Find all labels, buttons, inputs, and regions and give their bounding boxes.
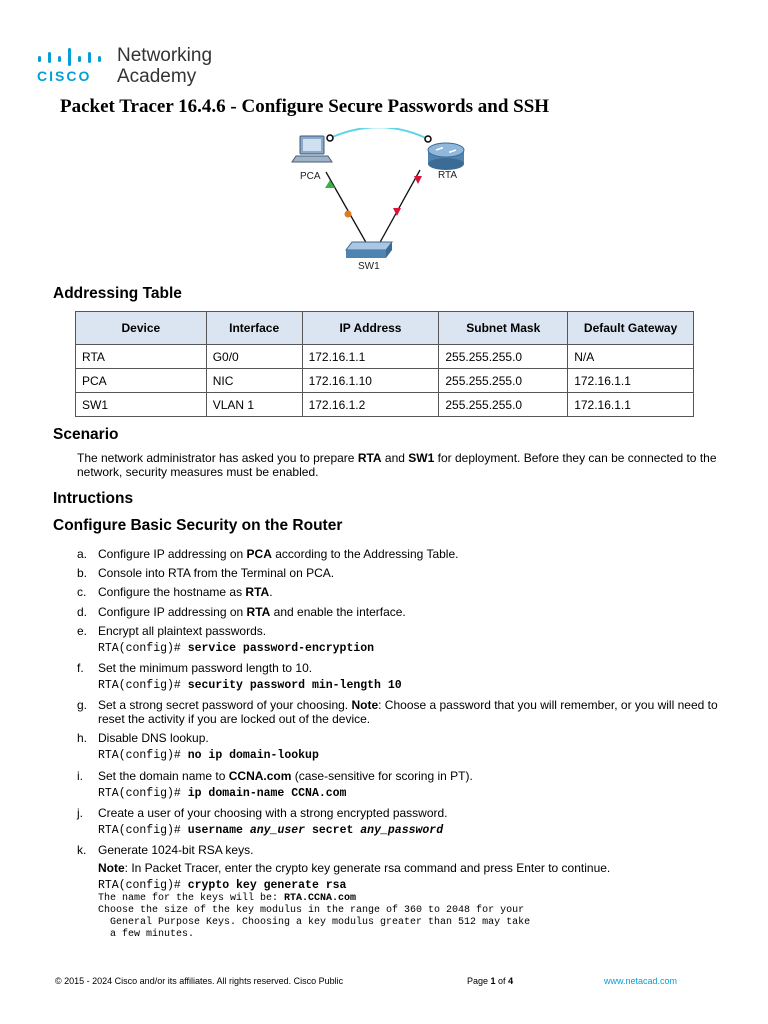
- page-title: Packet Tracer 16.4.6 - Configure Secure Passwords and SSH: [60, 96, 550, 117]
- brand-academy: Academy: [117, 66, 197, 87]
- step-b: [77, 566, 727, 580]
- switch-icon: [346, 242, 392, 258]
- col-header: Default Gateway: [568, 312, 694, 345]
- step-text: according to the Addressing Table.: [271, 547, 459, 561]
- cli-command: [98, 878, 727, 893]
- console-port-pca: [327, 135, 333, 141]
- cli-cmd: service password-encryption: [187, 641, 375, 655]
- table-cell: 172.16.1.1: [568, 369, 694, 393]
- console-port-rta: [425, 136, 431, 142]
- table-cell: 255.255.255.0: [439, 345, 568, 369]
- step-bold: RTA: [245, 585, 270, 600]
- topology-diagram: [290, 128, 470, 278]
- step-h: [77, 731, 727, 763]
- cli-prompt: RTA(config)#: [98, 678, 188, 692]
- rta-label: RTA: [438, 170, 458, 181]
- step-marker: b.: [77, 566, 88, 581]
- router-icon: [428, 143, 464, 170]
- page-prefix: Page: [467, 976, 491, 986]
- table-row: [76, 369, 694, 393]
- table-row: [76, 345, 694, 369]
- table-cell: SW1: [76, 393, 207, 417]
- table-cell: G0/0: [206, 345, 302, 369]
- scenario-text-part: The network administrator has asked you to prepare: [77, 451, 358, 465]
- table-cell: 255.255.255.0: [439, 369, 568, 393]
- link-down-red-icon-2: [393, 208, 401, 216]
- cli-cmd: secret: [305, 823, 361, 837]
- table-cell: 172.16.1.1: [302, 345, 439, 369]
- table-cell: PCA: [76, 369, 207, 393]
- step-text: Configure the hostname as: [98, 585, 246, 600]
- cisco-networking-academy-logo: [37, 44, 227, 90]
- scenario-sw1: SW1: [408, 451, 435, 465]
- step-text: Generate 1024-bit RSA keys.: [98, 842, 254, 857]
- step-f: [77, 661, 727, 693]
- page-total: 4: [508, 976, 514, 986]
- topology-svg: [290, 128, 470, 278]
- table-row: [76, 393, 694, 417]
- step-text: Create a user of your choosing with a strong encrypted password.: [98, 805, 448, 820]
- instructions-heading: Intructions: [53, 490, 134, 507]
- step-marker: k.: [77, 842, 87, 857]
- col-header: Device: [76, 312, 207, 345]
- step-text: and enable the interface.: [270, 604, 406, 619]
- cli-prompt: RTA(config)#: [98, 786, 188, 800]
- step-text: Configure IP addressing on: [98, 604, 247, 619]
- table-cell: 172.16.1.2: [302, 393, 439, 417]
- step-text: : Choose a password that you will remember, or you will need to reset the activity if you are locked out of the device.: [98, 698, 718, 727]
- cli-command: [98, 823, 727, 838]
- cli-output-line: The name for the keys will be:: [98, 892, 285, 904]
- table-cell: 172.16.1.1: [568, 393, 694, 417]
- col-header: Subnet Mask: [439, 312, 568, 345]
- step-text: Configure IP addressing on: [98, 547, 247, 561]
- cli-prompt: RTA(config)#: [98, 878, 188, 892]
- scenario-text-part: for deployment. Before they can be connected to the network, security measures must be enabled.: [77, 451, 717, 479]
- col-header: IP Address: [302, 312, 439, 345]
- step-marker: h.: [77, 731, 88, 746]
- step-marker: f.: [77, 660, 84, 675]
- step-text: Console into RTA from the Terminal on PCA.: [98, 566, 335, 581]
- step-marker: c.: [77, 585, 87, 600]
- cli-output: [98, 893, 727, 941]
- page-number: [467, 976, 513, 986]
- pca-rta-console-cable: [330, 128, 428, 139]
- netacad-link[interactable]: www.netacad.com: [604, 976, 678, 986]
- cli-cmd: crypto key generate rsa: [187, 878, 347, 892]
- pc-icon: [292, 136, 332, 162]
- step-marker: j.: [77, 805, 83, 820]
- note-label: Note: [98, 860, 125, 875]
- scenario-text: [77, 451, 727, 479]
- cli-cmd: security password min-length 10: [187, 678, 402, 692]
- addressing-table-heading: Addressing Table: [53, 285, 182, 302]
- brand-networking: Networking: [117, 45, 213, 66]
- step-marker: g.: [77, 698, 88, 713]
- table-cell: RTA: [76, 345, 207, 369]
- pca-label: PCA: [300, 171, 321, 182]
- step-marker: e.: [77, 623, 88, 638]
- step-d: [77, 605, 727, 619]
- cli-output-bold: RTA.CCNA.com: [284, 892, 357, 904]
- cli-cmd: username: [187, 823, 250, 837]
- step-text: Set a strong secret password of your choosing.: [98, 698, 352, 713]
- pca-sw1-link: [326, 172, 368, 246]
- instruction-steps: [77, 547, 727, 946]
- table-cell: VLAN 1: [206, 393, 302, 417]
- cli-cmd: ip domain-name CCNA.com: [187, 786, 347, 800]
- cli-arg: any_user: [249, 823, 306, 837]
- cli-prompt: RTA(config)#: [98, 749, 188, 763]
- page-of: of: [495, 976, 509, 986]
- scenario-rta: RTA: [357, 451, 382, 465]
- cli-command: [98, 786, 727, 801]
- table-cell: 255.255.255.0: [439, 393, 568, 417]
- step-a: [77, 547, 727, 561]
- step-bold: PCA: [246, 547, 272, 561]
- col-header: Interface: [206, 312, 302, 345]
- step-marker: i.: [77, 768, 83, 783]
- table-cell: 172.16.1.10: [302, 369, 439, 393]
- step-text: Set the domain name to: [98, 768, 229, 783]
- copyright: © 2015 - 2024 Cisco and/or its affiliates. All rights reserved. Cisco Public: [55, 976, 344, 986]
- cli-prompt: RTA(config)#: [98, 823, 188, 837]
- link-amber-icon: [345, 211, 352, 218]
- cli-output-line: General Purpose Keys. Choosing a key modulus greater than 512 may take: [98, 916, 531, 928]
- step-line: [98, 769, 727, 783]
- sw1-label: SW1: [358, 261, 380, 272]
- step-bold: CCNA.com: [228, 768, 292, 783]
- step-j: [77, 806, 727, 838]
- step-text: Disable DNS lookup.: [98, 731, 209, 746]
- step-text: (case-sensitive for scoring in PT).: [291, 768, 473, 783]
- step-marker: a.: [77, 547, 88, 561]
- step-text: .: [269, 585, 273, 600]
- scenario-heading: Scenario: [53, 426, 119, 443]
- cisco-wordmark: CISCO: [37, 68, 92, 84]
- table-cell: N/A: [568, 345, 694, 369]
- step-c: [77, 585, 727, 599]
- cli-command: [98, 748, 727, 763]
- step-marker: d.: [77, 604, 88, 619]
- step-e: [77, 624, 727, 656]
- cli-arg: any_password: [360, 823, 444, 837]
- step-text: Set the minimum password length to 10.: [98, 660, 313, 675]
- step-note: [98, 861, 727, 875]
- scenario-text-part: and: [381, 451, 409, 465]
- step-bold: RTA: [246, 604, 271, 619]
- cli-prompt: RTA(config)#: [98, 641, 188, 655]
- page-current: 1: [490, 976, 496, 986]
- table-header-row: [76, 312, 694, 345]
- table-cell: NIC: [206, 369, 302, 393]
- section-heading: Configure Basic Security on the Router: [53, 517, 343, 534]
- cisco-bars-icon: [37, 48, 109, 66]
- cli-output-line: Choose the size of the key modulus in the range of 360 to 2048 for your: [98, 904, 525, 916]
- step-i: [77, 769, 727, 801]
- step-g: [77, 698, 727, 726]
- cli-cmd: no ip domain-lookup: [187, 749, 319, 763]
- step-k: [77, 843, 727, 941]
- cli-output-line: a few minutes.: [98, 928, 195, 940]
- step-text: : In Packet Tracer, enter the crypto key generate rsa command and press Enter to continue.: [124, 860, 611, 875]
- step-text: Encrypt all plaintext passwords.: [98, 623, 267, 638]
- cli-command: [98, 641, 727, 656]
- addressing-table: [75, 311, 694, 417]
- cli-command: [98, 678, 727, 693]
- note-label: Note: [351, 698, 379, 713]
